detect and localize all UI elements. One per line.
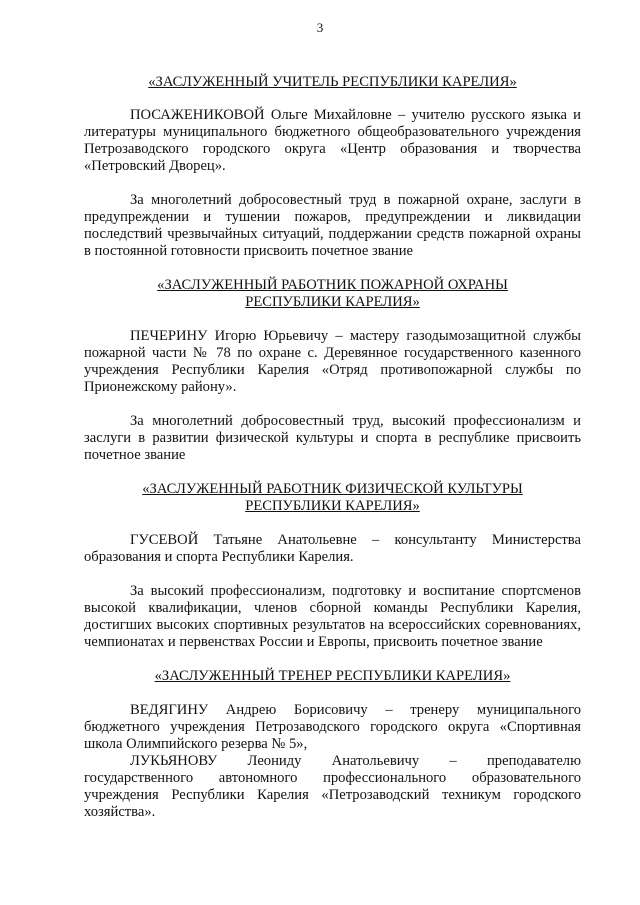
nominee-paragraph: ПОСАЖЕНИКОВОЙ Ольге Михайловне – учителю русского языка и литературы муниципального бюджетного общеобразовательного учреждения Петрозаводского городского округа «Центр образования и творчества «Петровский Дворец». [84,107,581,174]
nominee-paragraph: ВЕДЯГИНУ Андрею Борисовичу – тренеру муниципального бюджетного учреждения Петрозаводского городского округа «Спортивная школа Олимпийского резерва № 5», [84,702,581,752]
citation-paragraph: За многолетний добросовестный труд в пожарной охране, заслуги в предупреждении и тушении пожаров, предупреждении и ликвидации последствий чрезвычайных ситуаций, поддержании средств пожарной охраны в постоянной готовности присвоить почетное звание [84,192,581,259]
page-number: 3 [316,20,324,35]
nominee-paragraph: ПЕЧЕРИНУ Игорю Юрьевичу – мастеру газодымозащитной службы пожарной части № 78 по охране с. Деревянное государственного казенного учреждения Республики Карелия «Отряд противопожарной службы по Прионежскому району». [84,328,581,395]
nominee-paragraph: ГУСЕВОЙ Татьяне Анатольевне – консультанту Министерства образования и спорта Республики Карелия. [84,532,581,565]
nominee-paragraph: ЛУКЬЯНОВУ Леониду Анатольевичу – преподавателю государственного автономного профессионального образовательного учреждения Республики Карелия «Петрозаводский техникум городского хозяйства». [84,753,581,820]
award-title-physical-culture: «ЗАСЛУЖЕННЫЙ РАБОТНИК ФИЗИЧЕСКОЙ КУЛЬТУРЫ РЕСПУБЛИКИ КАРЕЛИЯ» [142,481,523,514]
citation-paragraph: За многолетний добросовестный труд, высокий профессионализм и заслуги в развитии физической культуры и спорта в республике присвоить почетное звание [84,413,581,463]
citation-paragraph: За высокий профессионализм, подготовку и воспитание спортсменов высокой квалификации, членов сборной команды Республики Карелия, достигших высоких спортивных результатов на всероссийских соревнованиях, чемпионатах и первенствах России и Европы, присвоить почетное звание [84,583,581,650]
award-title-coach: «ЗАСЛУЖЕННЫЙ ТРЕНЕР РЕСПУБЛИКИ КАРЕЛИЯ» [154,668,511,684]
document-body [84,74,581,821]
award-title-fire-service: «ЗАСЛУЖЕННЫЙ РАБОТНИК ПОЖАРНОЙ ОХРАНЫ РЕСПУБЛИКИ КАРЕЛИЯ» [157,277,508,310]
award-title-teacher: «ЗАСЛУЖЕННЫЙ УЧИТЕЛЬ РЕСПУБЛИКИ КАРЕЛИЯ» [148,74,517,90]
